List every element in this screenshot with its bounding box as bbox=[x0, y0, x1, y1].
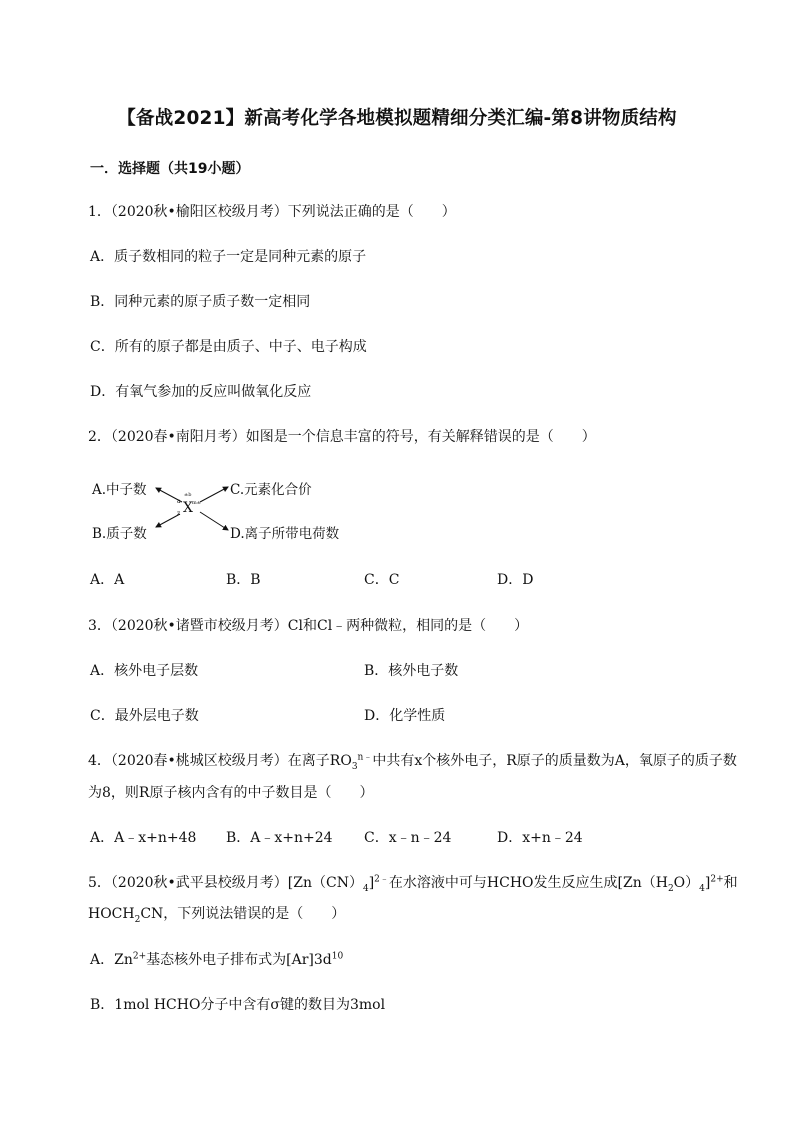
diagram-arrows bbox=[88, 472, 378, 552]
q5-stem-part2: ] bbox=[368, 875, 375, 891]
q5-sub-4b: 4 bbox=[699, 883, 705, 894]
q4-stem-part2: 中共有x个核外电子，R原子的质量数为A，氧原子的质子数 bbox=[372, 753, 737, 769]
q2-option-c: C．C bbox=[364, 572, 400, 588]
diagram-label-c: C.元素化合价 bbox=[230, 482, 312, 498]
q5-option-a-sup: 2+ bbox=[132, 951, 147, 962]
q1-option-b: B．同种元素的原子质子数一定相同 bbox=[90, 294, 311, 310]
q2-option-a: A．A bbox=[90, 572, 125, 588]
q2-option-d: D．D bbox=[497, 572, 534, 588]
q1-option-a: A．质子数相同的粒子一定是同种元素的原子 bbox=[90, 249, 367, 265]
arrow-to-c bbox=[200, 487, 228, 502]
q5-line2-part2: CN，下列说法错误的是（ ） bbox=[140, 906, 346, 922]
q5-option-a bbox=[90, 951, 343, 969]
q4-option-b: B．A﹣x+n+24 bbox=[226, 830, 333, 846]
q5-sub-2: 2 bbox=[667, 883, 674, 894]
q2-option-b: B．B bbox=[226, 572, 261, 588]
q4-subscript: 3 bbox=[351, 761, 358, 772]
diagram-mass-number: a bbox=[177, 498, 181, 505]
q2-symbol-diagram bbox=[88, 472, 378, 552]
q5-sup-2plus: 2+ bbox=[710, 874, 724, 885]
arrow-to-d bbox=[200, 512, 228, 530]
q1-option-d: D．有氧气参加的反应叫做氧化反应 bbox=[90, 384, 312, 400]
q5-option-a-part2: 基态核外电子排布式为[Ar]3d bbox=[146, 952, 332, 968]
q5-line2-sub: 2 bbox=[134, 914, 141, 925]
diagram-label-b: B.质子数 bbox=[92, 526, 147, 542]
q4-stem-line2: 为8，则R原子核内含有的中子数目是（ ） bbox=[88, 785, 374, 801]
q5-option-a-sup2: 10 bbox=[331, 951, 344, 962]
q4-stem-part1: 4．（2020春•桃城区校级月考）在离子RO bbox=[88, 753, 352, 769]
q5-stem-line2 bbox=[88, 905, 345, 923]
q5-stem-part5: ] bbox=[704, 875, 711, 891]
diagram-label-d: D.离子所带电荷数 bbox=[230, 526, 340, 542]
q1-option-c: C．所有的原子都是由质子、中子、电子构成 bbox=[90, 339, 367, 355]
q4-stem bbox=[88, 752, 737, 770]
diagram-charge: m± bbox=[192, 500, 201, 506]
q3-stem: 3．（2020秋•诸暨市校级月考）Cl和Cl﹣两种微粒，相同的是（ ） bbox=[88, 618, 529, 634]
q1-stem: 1．（2020秋•榆阳区校级月考）下列说法正确的是（ ） bbox=[88, 204, 456, 220]
q5-sup-2minus: 2﹣ bbox=[374, 874, 389, 885]
q5-line2-part1: HOCH bbox=[88, 906, 135, 922]
q3-option-d: D．化学性质 bbox=[364, 708, 446, 724]
q5-sub-4: 4 bbox=[362, 883, 369, 894]
q4-option-c: C．x﹣n﹣24 bbox=[364, 830, 452, 846]
q3-option-c: C．最外层电子数 bbox=[90, 708, 199, 724]
q5-option-a-part1: A．Zn bbox=[90, 952, 133, 968]
q3-option-b: B．核外电子数 bbox=[364, 663, 459, 679]
diagram-valence: ±b bbox=[184, 492, 192, 498]
q4-option-a: A．A﹣x+n+48 bbox=[90, 830, 197, 846]
q5-stem bbox=[88, 874, 738, 892]
page-title: 【备战2021】新高考化学各地模拟题精细分类汇编-第8讲物质结构 bbox=[117, 108, 677, 129]
diagram-symbol: X bbox=[183, 500, 193, 516]
q4-superscript: n﹣ bbox=[357, 752, 373, 763]
q5-option-b: B．1mol HCHO分子中含有σ键的数目为3mol bbox=[90, 997, 386, 1013]
q5-stem-part6: 和 bbox=[723, 875, 738, 891]
section-heading: 一．选择题（共19小题） bbox=[90, 161, 250, 177]
q5-stem-part3: 在水溶液中可与HCHO发生反应生成[Zn（H bbox=[388, 875, 668, 891]
diagram-label-a: A.中子数 bbox=[92, 482, 147, 498]
q3-option-a: A．核外电子层数 bbox=[90, 663, 199, 679]
diagram-atomic-number: z bbox=[177, 510, 181, 517]
q2-stem: 2．（2020春•南阳月考）如图是一个信息丰富的符号，有关解释错误的是（ ） bbox=[88, 429, 596, 445]
q5-stem-part4: O） bbox=[673, 875, 700, 891]
q4-option-d: D．x+n﹣24 bbox=[497, 830, 583, 846]
q5-stem-part1: 5．（2020秋•武平县校级月考）[Zn（CN） bbox=[88, 875, 363, 891]
